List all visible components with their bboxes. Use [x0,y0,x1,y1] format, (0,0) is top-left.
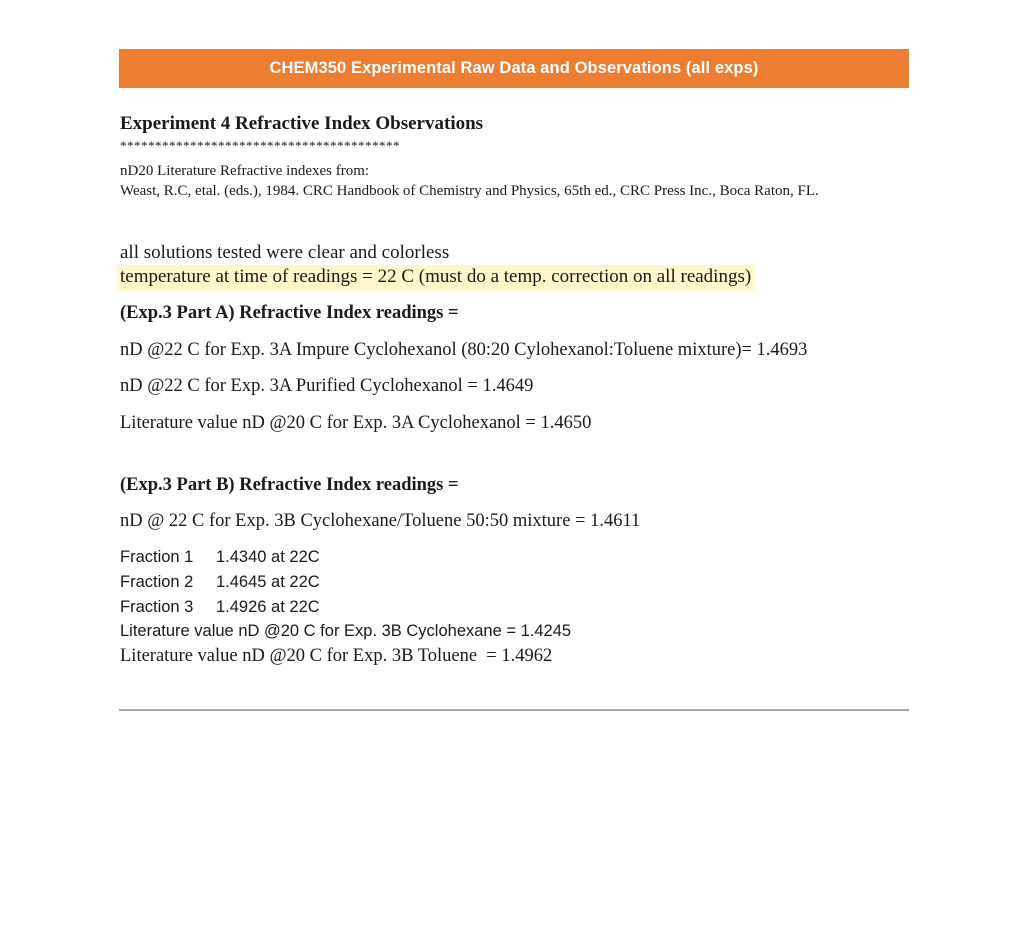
part-b-heading: (Exp.3 Part B) Refractive Index readings = [120,475,459,495]
fraction-row [120,573,320,592]
observation-clear: all solutions tested were clear and colorless [120,242,450,263]
asterisk-divider: **************************************** [120,138,400,153]
fraction-value: 1.4645 at 22C [216,573,320,591]
fraction-value: 1.4926 at 22C [216,598,320,616]
document-banner [119,49,909,88]
literature-citation: Weast, R.C, etal. (eds.), 1984. CRC Handbook of Chemistry and Physics, 65th ed., CRC Press Inc., Boca Raton, FL. [120,183,819,199]
horizontal-rule [119,709,909,711]
part-a-literature-value: Literature value nD @20 C for Exp. 3A Cyclohexanol = 1.4650 [120,413,592,433]
part-a-heading: (Exp.3 Part A) Refractive Index readings = [120,303,459,323]
section-heading: Experiment 4 Refractive Index Observations [120,113,484,134]
part-b-mixture-reading: nD @ 22 C for Exp. 3B Cyclohexane/Toluene 50:50 mixture = 1.4611 [120,511,641,531]
fraction-value: 1.4340 at 22C [216,548,320,566]
part-a-reading-impure: nD @22 C for Exp. 3A Impure Cyclohexanol (80:20 Cylohexanol:Toluene mixture)= 1.4693 [120,340,808,360]
fraction-label: Fraction 2 [120,573,194,591]
part-a-reading-purified: nD @22 C for Exp. 3A Purified Cyclohexanol = 1.4649 [120,376,534,396]
part-b-literature-toluene: Literature value nD @20 C for Exp. 3B Toluene = 1.4962 [120,646,553,666]
literature-source-intro: nD20 Literature Refractive indexes from: [120,163,370,179]
fraction-label: Fraction 3 [120,598,194,616]
fraction-label: Fraction 1 [120,548,194,566]
fraction-row [120,598,320,617]
part-b-literature-cyclohexane: Literature value nD @20 C for Exp. 3B Cyclohexane = 1.4245 [120,622,572,640]
observation-temperature-highlighted: temperature at time of readings = 22 C (must do a temp. correction on all readings) [117,265,755,291]
fraction-row [120,548,320,567]
banner-title: CHEM350 Experimental Raw Data and Observations (all exps) [269,59,759,77]
